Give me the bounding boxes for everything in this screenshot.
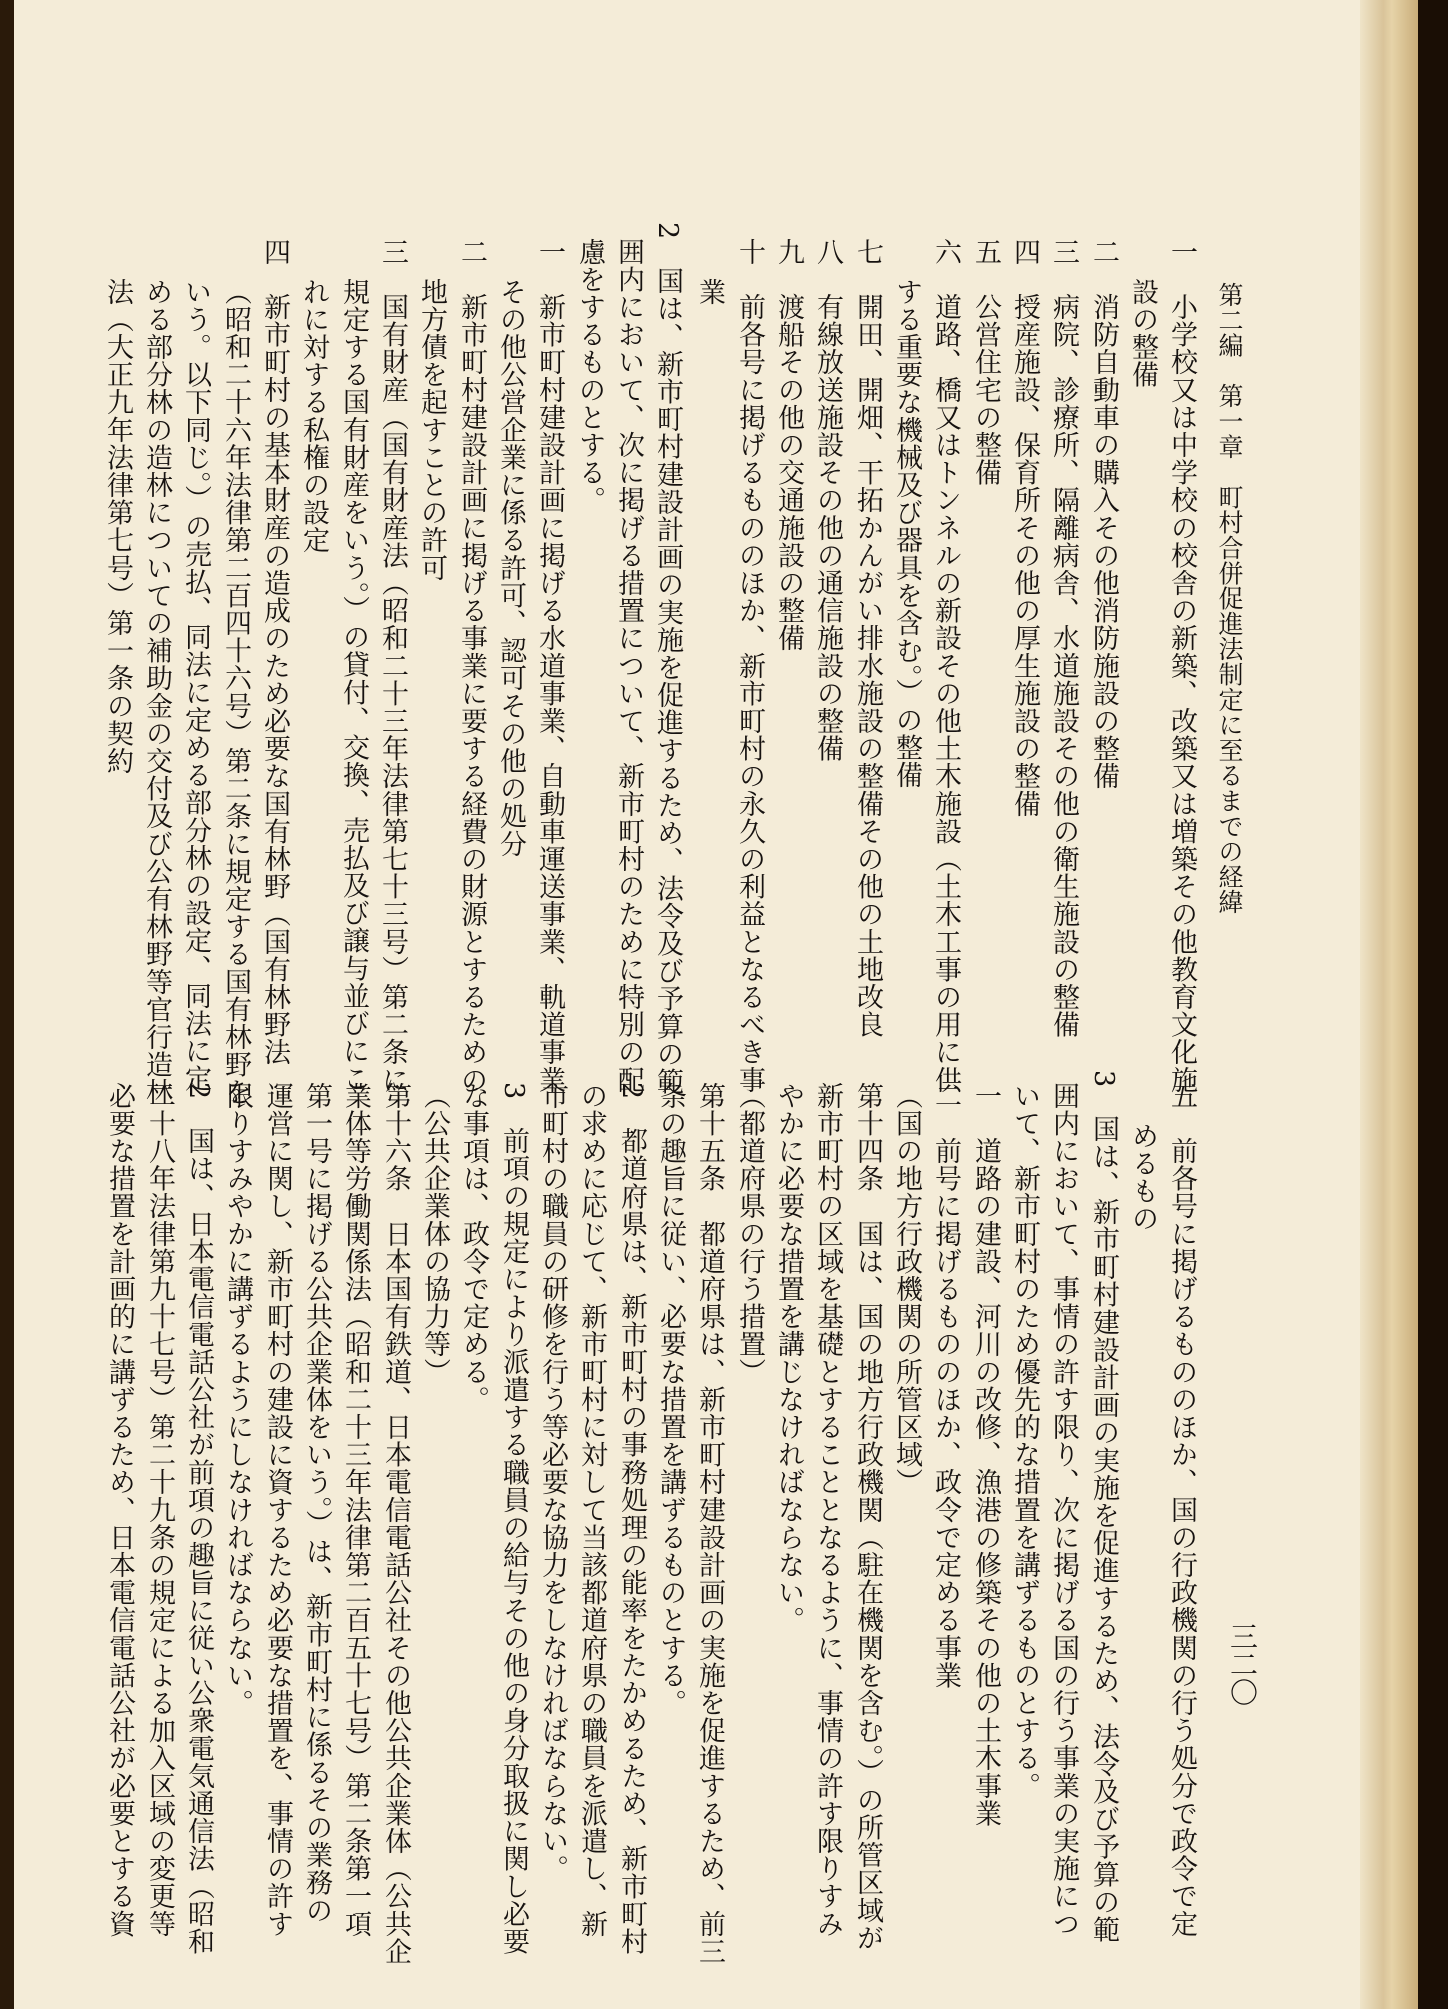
text-line: 五 公営住宅の整備 <box>970 238 1001 487</box>
text-line: 市町村の職員の研修を行う等必要な協力をしなければならない。 <box>537 1082 568 1883</box>
section-heading: （公共企業体の協力等） <box>419 1082 450 1386</box>
text-line: な事項は、政令で定める。 <box>458 1082 489 1414</box>
text-line: 二 新市町村建設計画に掲げる事業に要する経費の財源とするための <box>456 238 487 1094</box>
text-line: 囲内において、次に掲げる措置について、新市町村のために特別の配 <box>613 238 644 1094</box>
page-gutter <box>1360 0 1418 2009</box>
text-line: 2 国は、新市町村建設計画の実施を促進するため、法令及び予算の範 <box>652 222 683 1096</box>
text-line: 三 国有財産（国有財産法（昭和二十三年法律第七十三号）第二条に <box>377 238 408 1094</box>
text-line: その他公営企業に係る許可、認可その他の処分 <box>495 278 526 858</box>
text-line: れに対する私権の設定 <box>298 278 329 554</box>
text-line: 必要な措置を計画的に講ずるため、日本電信電話公社が必要とする資 <box>104 1082 135 1938</box>
text-line: 七 開田、開畑、干拓かんがい排水施設の整備その他の土地改良 <box>852 238 883 1039</box>
text-line: める部分林の造林についての補助金の交付及び公有林野等官行造林 <box>141 278 172 1106</box>
text-line: 地方債を起すことの許可 <box>416 278 447 582</box>
chapter-heading: 第二編 第一章 町村合併促進法制定に至るまでの経緯 <box>1215 282 1244 915</box>
text-line: 規定する国有財産をいう。）の貸付、交換、売払及び譲与並びにこ <box>338 278 369 1093</box>
text-line: 四 授産施設、保育所その他の厚生施設の整備 <box>1009 238 1040 818</box>
text-line: 二 前号に掲げるもののほか、政令で定める事業 <box>930 1082 961 1690</box>
page-number: 三二〇 <box>1226 1622 1259 1706</box>
text-line: 新市町村の区域を基礎とすることとなるように、事情の許す限りすみ <box>812 1082 843 1938</box>
text-line: 業体等労働関係法（昭和二十三年法律第二百五十七号）第二条第一項 <box>340 1082 371 1938</box>
text-line: 第一号に掲げる公共企業体をいう。）は、新市町村に係るその業務の <box>301 1082 332 1925</box>
text-line: 第十四条 国は、国の地方行政機関（駐在機関を含む。）の所管区域が <box>852 1082 883 1952</box>
text-line: 八 有線放送施設その他の通信施設の整備 <box>812 238 843 763</box>
text-line: 十 前各号に掲げるもののほか、新市町村の永久の利益となるべき事 <box>734 238 765 1094</box>
text-line: めるもの <box>1127 1122 1158 1233</box>
text-line: 囲内において、事情の許す限り、次に掲げる国の行う事業の実施につ <box>1048 1082 1079 1938</box>
text-line: 五 前各号に掲げるもののほか、国の行政機関の行う処分で政令で定 <box>1166 1082 1197 1938</box>
text-line: 一 新市町村建設計画に掲げる水道事業、自動車運送事業、軌道事業 <box>534 238 565 1094</box>
text-line: 業 <box>694 278 725 306</box>
text-line: 条の趣旨に従い、必要な措置を講ずるものとする。 <box>655 1082 686 1717</box>
text-line: やかに必要な措置を講じなければならない。 <box>773 1082 804 1634</box>
text-line: 六 道路、橋又はトンネルの新設その他土木施設（土木工事の用に供 <box>930 238 961 1094</box>
section-heading: （国の地方行政機関の所管区域） <box>891 1082 922 1496</box>
section-heading: （都道府県の行う措置） <box>734 1082 765 1386</box>
text-line: 3 前項の規定により派遣する職員の給与その他の身分取扱に関し必要 <box>498 1082 529 1956</box>
text-line: 3 国は、新市町村建設計画の実施を促進するため、法令及び予算の範 <box>1088 1070 1119 1944</box>
scan-edge-left <box>0 0 14 2009</box>
text-line: 運営に関し、新市町村の建設に資するため必要な措置を、事情の許す <box>262 1082 293 1938</box>
text-line: の求めに応じて、新市町村に対して当該都道府県の職員を派遣し、新 <box>576 1082 607 1938</box>
text-line: いう。以下同じ。）の売払、同法に定める部分林の設定、同法に定 <box>180 278 211 1093</box>
text-line: 九 渡船その他の交通施設の整備 <box>773 238 804 652</box>
text-line: 二十八年法律第九十七号）第二十九条の規定による加入区域の変更等 <box>144 1082 175 1938</box>
text-line: 法（大正九年法律第七号）第一条の契約 <box>102 278 133 775</box>
text-line: 第十五条 都道府県は、新市町村建設計画の実施を促進するため、前三 <box>694 1082 725 1966</box>
text-line: （昭和二十六年法律第二百四十六号）第二条に規定する国有林野を <box>220 278 251 1106</box>
text-line: 一 小学校又は中学校の校舎の新築、改築又は増築その他教育文化施 <box>1166 238 1197 1094</box>
text-line: 一 道路の建設、河川の改修、漁港の修築その他の土木事業 <box>970 1082 1001 1828</box>
text-line: いて、新市町村のため優先的な措置を講ずるものとする。 <box>1009 1082 1040 1800</box>
text-line: 設の整備 <box>1127 278 1158 389</box>
text-line: 四 新市町村の基本財産の造成のため必要な国有林野（国有林野法 <box>259 238 290 1066</box>
text-line: 慮をするものとする。 <box>574 238 605 514</box>
scan-edge-right <box>1418 0 1448 2009</box>
text-line: 三 病院、診療所、隔離病舎、水道施設その他の衛生施設の整備 <box>1048 238 1079 1039</box>
text-line: 限りすみやかに講ずるようにしなければならない。 <box>222 1082 253 1717</box>
text-line: 2 都道府県は、新市町村の事務処理の能率をたかめるため、新市町村 <box>616 1082 647 1956</box>
text-line: 2 国は、日本電信電話公社が前項の趣旨に従い公衆電気通信法（昭和 <box>183 1082 214 1956</box>
text-line: 第十六条 日本国有鉄道、日本電信電話公社その他公共企業体（公共企 <box>380 1082 411 1966</box>
text-line: 二 消防自動車の購入その他消防施設の整備 <box>1088 238 1119 790</box>
text-line: する重要な機械及び器具を含む。）の整備 <box>891 278 922 789</box>
